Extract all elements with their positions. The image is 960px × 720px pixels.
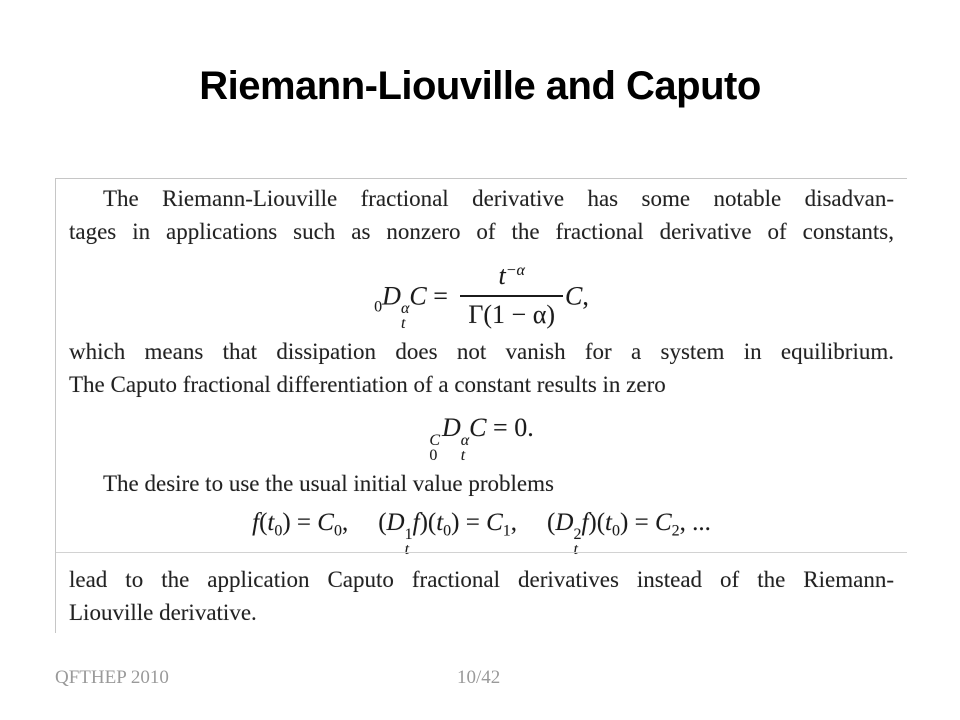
- denominator: Γ(1 − α): [460, 295, 563, 330]
- footer-conference-label: QFTHEP 2010: [55, 667, 169, 688]
- numerator: $t^{-\alpha}$: [498, 261, 525, 290]
- text-line: The desire to use the usual initial value problems: [103, 471, 554, 496]
- text-line: The Riemann-Liouville fractional derivative has some notable disadvan-: [103, 186, 894, 211]
- formula-caputo-derivative: [56, 413, 907, 463]
- operator-scripts: α t: [400, 300, 410, 333]
- operator-d: D: [441, 413, 461, 442]
- operator-d: D: [382, 281, 401, 311]
- content-divider-line: [56, 552, 907, 553]
- text-line: The Caputo fractional differentiation of a constant results in zero: [69, 372, 666, 397]
- punctuation: ,: [582, 281, 589, 311]
- formula-riemann-liouville-derivative: [56, 261, 907, 336]
- equals-sign: =: [493, 413, 508, 442]
- operand: C: [409, 281, 427, 311]
- text-line: lead to the application Caputo fractional derivatives instead of the Riemann-: [69, 567, 894, 592]
- text-line: tages in applications such as nonzero of the fractional derivative of constants,: [69, 219, 894, 244]
- slide-body-content: [55, 178, 907, 633]
- equals-sign: =: [433, 281, 448, 311]
- operand: C: [469, 413, 487, 442]
- slide-title: Riemann-Liouville and Caputo: [199, 64, 761, 108]
- condition-1: $f(t_0) = C_0$,: [252, 509, 349, 540]
- fraction: [460, 261, 563, 330]
- text-line: which means that dissipation does not vanish for a system in equilibrium.: [69, 339, 894, 364]
- right-hand-side: 0.: [514, 413, 534, 442]
- trailing-factor: C: [565, 281, 583, 311]
- condition-2: (D 1 t $f)(t_0) = C_1$,: [378, 509, 518, 558]
- condition-3: (D 2 t $f)(t_0) = C_2$, ...: [547, 509, 711, 558]
- text-line: Liouville derivative.: [69, 600, 257, 625]
- prescript-sub: 0: [374, 298, 383, 316]
- footer-page-number: 10/42: [457, 667, 501, 688]
- operator-scripts: α t: [460, 431, 470, 464]
- prescripts: C 0: [429, 431, 440, 464]
- formula-initial-value-conditions: [56, 509, 907, 557]
